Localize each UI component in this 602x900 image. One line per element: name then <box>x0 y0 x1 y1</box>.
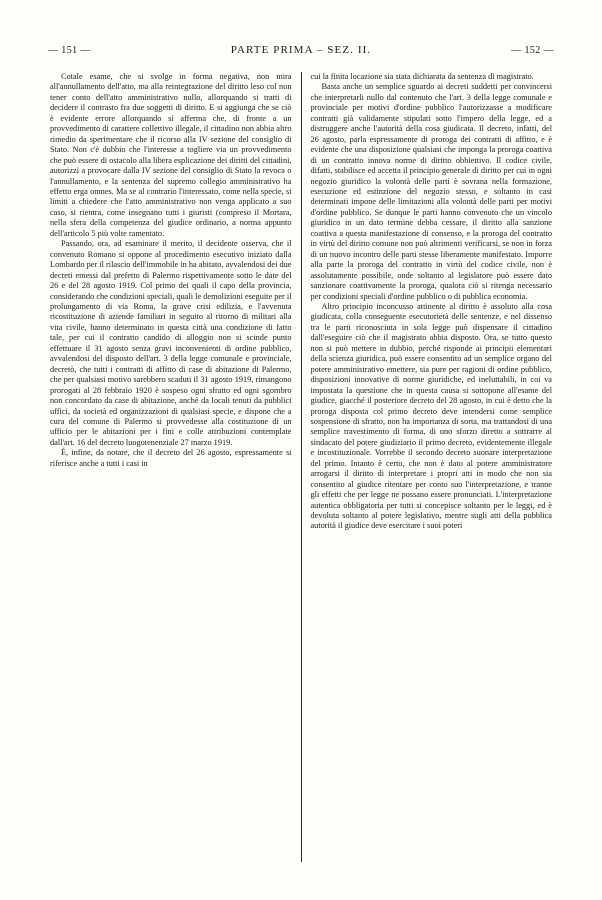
paragraph: Basta anche un semplice sguardo ai decreti suddetti per convincersi che interpretarli nullo dal contenuto che l'art. 3 della legge comunale e provinciale per motivi d'ordine pubblico l'autorizzasse a modificare contratti già validamente stipulati sotto l'impero della legge, ed a distruggere anche l'autorità della cosa giudicata. Il decreto, infatti, del 26 agosto, parla espressamente di proroga dei contratti di affitto, e è evidente che una disposizione qualsiasi che imponga la proroga coattiva di un contratto innova norme di diritto obbiettivo. Il codice civile, difatti, stabilisce ed accetta il principio generale di diritto per cui in ogni negozio giuridico la volontà delle parti è sovrana nella formazione, esecuzione ed estinzione del negozio stesso, e soltanto in casi determinati impone delle limitazioni alla volontà delle parti per motivi d'ordine pubblico. Se dunque le parti hanno convenuto che un vincolo giuridico in un dato termine debba cessare, il diritto alla sanzione coattiva a questa manifestazione di consenso, e la proroga del contratto in virtù del diritto comune non può altrimenti verificarsi, se non in forza di un nuovo incontro delle parti stesse liberamente manifestato. Imporre alla parte la proroga del contratto in virtù del codice civile, non è assolutamente possibile, onde soltanto al legislatore può essere dato sanzionare coattivamente la proroga, qualora ciò si ritenga necessario per condizioni speciali d'ordine pubblico o di pubblica economia. <box>310 82 552 301</box>
text-columns <box>46 72 556 862</box>
left-column <box>46 72 302 862</box>
paragraph: cui la finita locazione sia stata dichiarata da sentenza di magistrato. <box>310 72 534 81</box>
paragraph: Altro principio inconcusso attinente al diritto è assoluto alla cosa giudicata, colla conseguente esecutorietà delle sentenze, e nel dissenso tra le parti riconosciuta in sola legge può dispensare il cittadino dall'eseguire ciò che il magistrato abbia disposto. Ora, se tutto questo non si può mettere in dubbio, perché risponde ai principii elementari della scienza giuridica, può essere consentito ad un semplice organo del potere amministrativo emettere, sia pure per ragioni di ordine pubblico, disposizioni innovative di norme giuridiche, ed ineluttabili, in coi va impostata la questione che in questa causa si sottopone all'esame del giudice, giacché il posteriore decreto del 28 agosto, in cui è detto che la proroga disposta col primo decreto deve intendersi come semplice sospensione di sfratto, non ha importanza di sorta, ma trattandosi di una semplice travestimento di forma, di uno sforzo diretto a sottrarre al sindacato del potere giudiziario il primo decreto, evidentemente illegale e incostituzionale. Vorrebbe il secondo decreto suonare interpretazione del primo. Intanto è certo, che non è dato al potere amministratore arrogarsi il diritto di interpretare i propri atti in modo che non sia consentito al giudice ritentare per conto suo l'interpretazione, e tranne gli effetti che per legge ne possano essere pronunciati. L'interpretazione autentica obbligatoria per tutti si concepisce soltanto per le leggi, ed è devoluta soltanto al potere legislativo, mentre sugli atti della pubblica autorità il giudice deve esercitare i suoi poteri <box>310 301 552 531</box>
right-column <box>302 72 557 862</box>
running-title: PARTE PRIMA – SEZ. II. <box>230 44 372 56</box>
folio-left: — 151 — <box>48 45 91 56</box>
page-header <box>48 44 554 60</box>
paragraph: Cotale esame, che si svolge in forma negativa, non mira all'annullamento dell'atto, ma alla reintegrazione del diritto leso col non tener conto dell'atto amministrativo nullo, allorquando si tratti di decidere il contrasto fra due soggetti di diritto. E si aggiunga che se ciò è evidente errore allorquando si afferma che, di fronte a un provvedimento di carattere collettivo illegale, il cittadino non abbia altro rimedio da sperimentare che il ricorso alla IV sezione del consiglio di Stato. Non c'è dubbio che l'interesse a togliere via un provvedimento che può essere di ostacolo alla libera esplicazione dei diritti del cittadini, autorizzi a provocare dalla IV sezione del consiglio di Stato la revoca o l'annullamento, e la sentenza del supremo collegio amministrativo ha effetto erga omnes. Ma se al contrario l'interessato, come nella specie, si limiti a chiedere che l'atto amministrativo non venga applicato a suo caso, si rientra, come insegnano tutti i giuristi (compreso il Mortara, nella sfera della competenza del giudice ordinario, a norma appunto dell'articolo 5 più volte ramentato. <box>50 72 292 238</box>
folio-right: — 152 — <box>511 45 554 56</box>
paragraph: È, infine, da notare, che il decreto del 26 agosto, espressamente si riferisce anche a tutti i casi in <box>50 448 292 468</box>
paragraph: Passando, ora, ad esaminare il merito, il decidente osserva, che il convenuto Romano si oppone al procedimento esecutivo iniziato dalla Lombardo per il rilascio dell'immobile in ha abitato, avvalendosi dei due decreti emessi dal prefetto di Palermo rispettivamente sotto le date del 26 e del 28 agosto 1919. Col primo dei quali il capo della provincia, considerando che condizioni speciali, quali le demolizioni eseguite per il prolungamento di via Roma, la grave crisi edilizia, e l'avvenuta ricostituzione di aziende familiari in seguito al ritorno di militari alla vita civile, hanno determinato in questa città una condizione di fatto tale, per cui il contratto candido di alloggio non si scinde punto effettuare il 31 agosto senza gravi inconvenienti di ordine pubblico, avvalendosi del disposto dell'art. 3 della legge comunale e provinciale, decretò, che tutti i contratti di affitto di case di abitazione di Palermo, che per qualsiasi motivo sarebbero scaduti il 31 agosto 1919, rimangono prorogati al 28 febbraio 1920 è sospeso ogni sfratto ed ogni sgombro non concordato da case di abitazione, anchè da locali tenuti da pubblici uffici, da società ed organizzazioni di qualsiasi specie, e dispone che a cura del comune di Palermo si provvedesse alla costituzione di un ufficio per le abitazioni per i fini e colle attribuzioni contemplate dall'art. 16 del decreto luogotenenziale 27 marzo 1919. <box>50 239 292 447</box>
